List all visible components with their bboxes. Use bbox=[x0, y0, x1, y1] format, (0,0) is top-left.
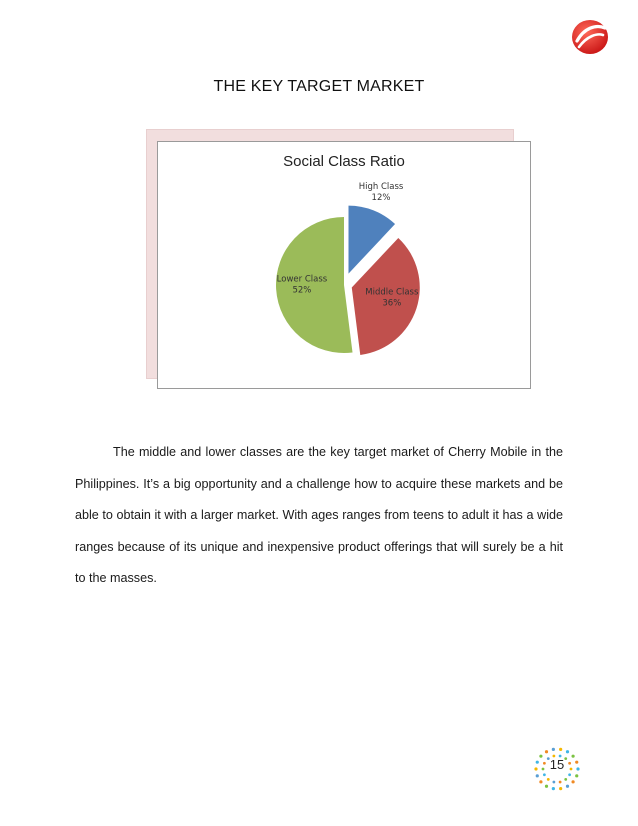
pie-label-name: High Class bbox=[358, 182, 404, 192]
pie-chart bbox=[158, 142, 530, 388]
page-number: 15 bbox=[549, 757, 565, 772]
chart-frame bbox=[157, 141, 531, 389]
body-paragraph: The middle and lower classes are the key target market of Cherry Mobile in the Philippines. It’s a big opportunity and a challenge how to acquire these markets and be able to obtain it with a larger market. With ages ranges from teens to adult it has a wide ranges because of its unique and inexpensive product offerings that will surely be a hit to the masses. bbox=[75, 445, 563, 585]
pie-label-value: 12% bbox=[371, 193, 391, 203]
page-title: THE KEY TARGET MARKET bbox=[213, 78, 425, 95]
pie-label-value: 36% bbox=[382, 298, 402, 309]
chart-title: Social Class Ratio bbox=[283, 153, 405, 170]
pie-slice-lower-class bbox=[276, 217, 353, 353]
pie-label-value: 52% bbox=[292, 285, 312, 296]
pie-label-name: Lower Class bbox=[276, 274, 328, 285]
pie-label-name: Middle Class bbox=[365, 287, 419, 298]
pie-label-high-class bbox=[359, 182, 404, 203]
cherry-mobile-logo-icon bbox=[570, 16, 610, 56]
